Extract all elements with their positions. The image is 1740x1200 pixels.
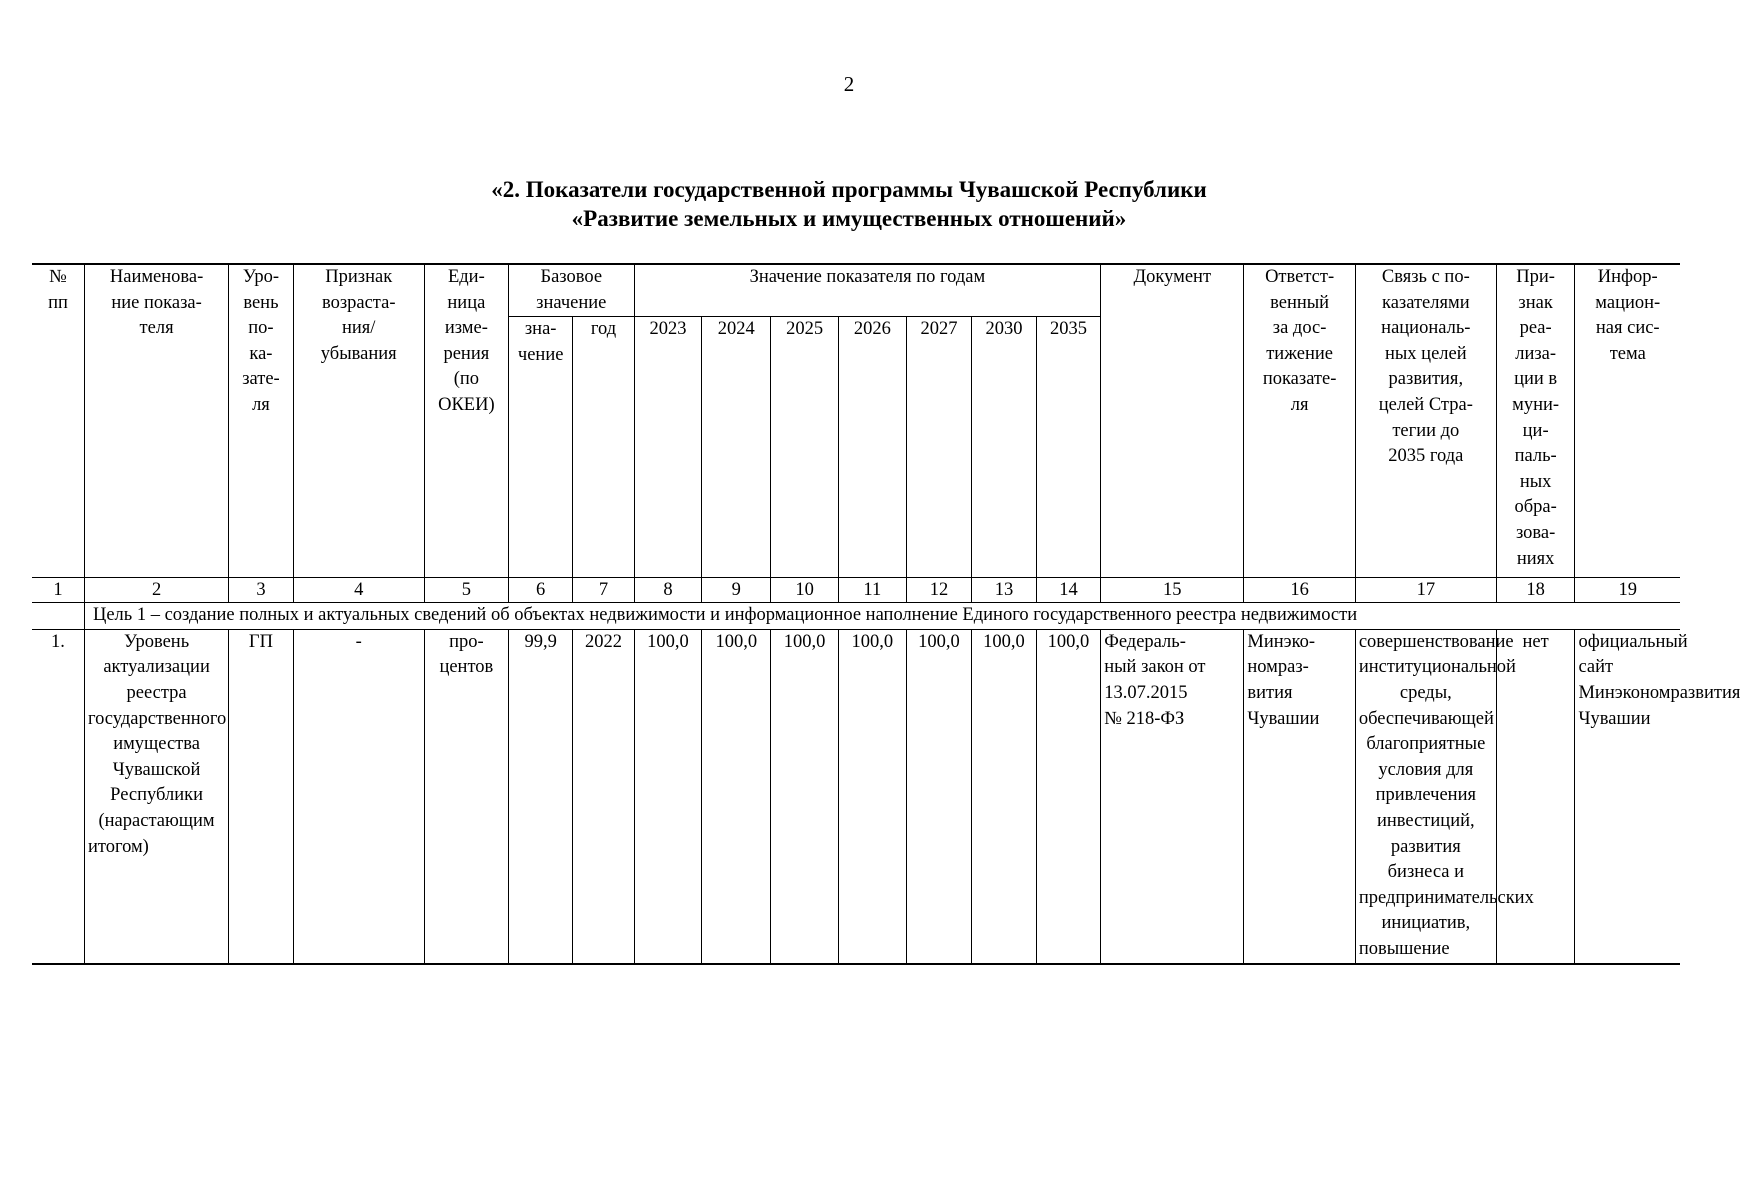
indicators-table <box>32 263 1740 965</box>
document-reference: Федераль- ный закон от 13.07.2015 № 218-ФЗ <box>1101 629 1244 963</box>
header-num: № пп <box>32 264 84 578</box>
header-year-2025: 2025 <box>771 317 839 578</box>
base-value: 99,9 <box>508 629 572 963</box>
header-base-year: год <box>573 317 634 578</box>
column-number: 2 <box>84 578 228 603</box>
column-number: 1 <box>32 578 84 603</box>
column-number-row <box>32 578 1680 603</box>
column-number: 13 <box>972 578 1036 603</box>
header-years-group: Значение показателя по годам <box>634 264 1101 317</box>
national-goals-link: совершенствование институциональной среды, обеспечивающей благоприятные условия для привлечения инвестиций, развития бизнеса и предпринимательских инициатив, повышение <box>1355 629 1496 963</box>
value-2024: 100,0 <box>702 629 771 963</box>
column-number: 8 <box>634 578 702 603</box>
header-year-2035: 2035 <box>1036 317 1101 578</box>
column-number: 17 <box>1355 578 1496 603</box>
column-number: 19 <box>1575 578 1680 603</box>
indicator-sign: - <box>293 629 424 963</box>
header-base-value: зна- чение <box>508 317 572 578</box>
page-number: 2 <box>843 72 855 96</box>
value-2025: 100,0 <box>771 629 839 963</box>
title-line-1: «2. Показатели государственной программы Чувашской Республики <box>491 177 1207 202</box>
column-number: 16 <box>1244 578 1355 603</box>
header-base-group: Базовое значение <box>508 264 634 317</box>
header-year-2030: 2030 <box>972 317 1036 578</box>
row-number: 1. <box>32 629 84 963</box>
page-title <box>0 175 1698 233</box>
base-year: 2022 <box>573 629 634 963</box>
column-number: 15 <box>1101 578 1244 603</box>
column-number: 18 <box>1496 578 1575 603</box>
indicator-name: Уровень актуализации реестра государственного имущества Чувашской Республики (нарастающим итогом) <box>84 629 228 963</box>
column-number: 10 <box>771 578 839 603</box>
column-number: 9 <box>702 578 771 603</box>
header-year-2024: 2024 <box>702 317 771 578</box>
table-row <box>32 629 1680 963</box>
header-unit: Еди- ница изме- рения (по ОКЕИ) <box>424 264 508 578</box>
column-number: 3 <box>229 578 293 603</box>
header-year-2026: 2026 <box>838 317 906 578</box>
column-number: 12 <box>906 578 972 603</box>
goal-row <box>32 603 1680 630</box>
value-2027: 100,0 <box>906 629 972 963</box>
header-link: Связь с по- казателями националь- ных целей развития, целей Стра- тегии до 2035 года <box>1355 264 1496 578</box>
value-2026: 100,0 <box>838 629 906 963</box>
header-responsible: Ответст- венный за дос- тижение показате- ля <box>1244 264 1355 578</box>
value-2035: 100,0 <box>1036 629 1101 963</box>
header-name: Наименова- ние показа- теля <box>84 264 228 578</box>
indicator-level: ГП <box>229 629 293 963</box>
responsible-body: Минэко- номраз- вития Чувашии <box>1244 629 1355 963</box>
value-2023: 100,0 <box>634 629 702 963</box>
header-sign: Признак возраста- ния/ убывания <box>293 264 424 578</box>
header-row-1 <box>32 264 1680 317</box>
header-info-system: Инфор- мацион- ная сис- тема <box>1575 264 1680 578</box>
title-line-2: «Развитие земельных и имущественных отношений» <box>571 206 1127 231</box>
value-2030: 100,0 <box>972 629 1036 963</box>
indicator-unit: про- центов <box>424 629 508 963</box>
header-level: Уро- вень по- ка- зате- ля <box>229 264 293 578</box>
column-number: 6 <box>508 578 572 603</box>
column-number: 5 <box>424 578 508 603</box>
municipal-implementation: нет <box>1496 629 1575 963</box>
column-number: 4 <box>293 578 424 603</box>
goal-text: Цель 1 – создание полных и актуальных сведений об объектах недвижимости и информационное наполнение Единого государственного реестра недвижимости <box>84 603 1680 630</box>
column-number: 11 <box>838 578 906 603</box>
header-year-2023: 2023 <box>634 317 702 578</box>
column-number: 14 <box>1036 578 1101 603</box>
header-document: Документ <box>1101 264 1244 578</box>
information-system: официальный сайт Минэкономразвития Чувашии <box>1575 629 1680 963</box>
header-municipal: При- знак реа- лиза- ции в муни- ци- паль- ных обра- зова- ниях <box>1496 264 1575 578</box>
column-number: 7 <box>573 578 634 603</box>
header-year-2027: 2027 <box>906 317 972 578</box>
